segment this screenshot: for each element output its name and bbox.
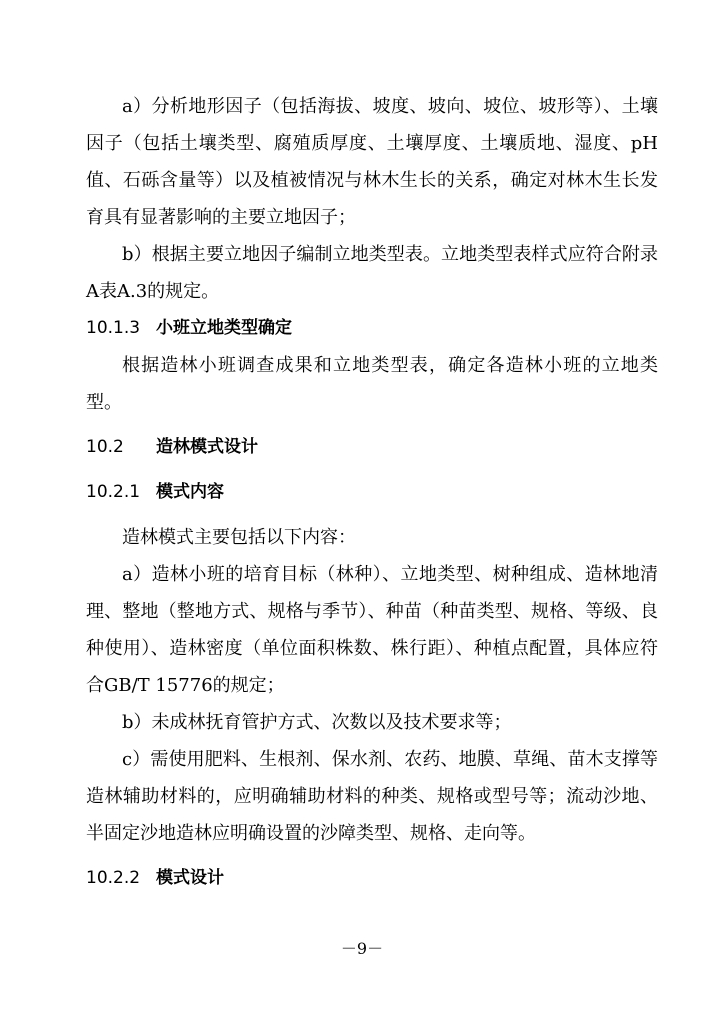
paragraph-10-2-1-a: a）造林小班的培育目标（林种）、立地类型、树种组成、造林地清理、整地（整地方式、规格与季节）、种苗（种苗类型、规格、等级、良种使用）、造林密度（单位面积株数、株行距）、种植点配置，具体应符合GB/T 15776的规定； <box>86 564 658 696</box>
document-page <box>86 88 658 897</box>
section-heading-10-2-2 <box>86 860 658 897</box>
paragraph-a: a）分析地形因子（包括海拔、坡度、坡向、坡位、坡形等）、土壤因子（包括土壤类型、腐殖质厚度、土壤厚度、土壤质地、湿度、pH值、石砾含量等）以及植被情况与林木生长的关系，确定对林木生长发育具有显著影响的主要立地因子； <box>86 96 658 228</box>
section-title: 模式设计 <box>156 868 224 888</box>
paragraph-b: b）根据主要立地因子编制立地类型表。立地类型表样式应符合附录A表A.3的规定。 <box>86 244 658 302</box>
section-number: 10.2 <box>86 437 124 457</box>
section-heading-10-2-1 <box>86 474 658 511</box>
paragraph-10-2-1-intro: 造林模式主要包括以下内容： <box>122 527 356 548</box>
section-number: 10.2.1 <box>86 482 141 502</box>
paragraph-10-2-1-c: c）需使用肥料、生根剂、保水剂、农药、地膜、草绳、苗木支撑等造林辅助材料的，应明确辅助材料的种类、规格或型号等；流动沙地、半固定沙地造林应明确设置的沙障类型、规格、走向等。 <box>86 749 658 844</box>
section-title: 模式内容 <box>156 482 224 502</box>
section-title: 小班立地类型确定 <box>156 318 292 338</box>
paragraph-10-1-3: 根据造林小班调查成果和立地类型表，确定各造林小班的立地类型。 <box>86 355 658 413</box>
section-number: 10.2.2 <box>86 868 141 888</box>
section-heading-10-1-3 <box>86 310 658 347</box>
paragraph-10-2-1-b: b）未成林抚育管护方式、次数以及技术要求等； <box>122 712 512 733</box>
section-heading-10-2 <box>86 429 658 466</box>
page-number: －9－ <box>340 939 384 958</box>
section-number: 10.1.3 <box>86 318 141 338</box>
section-title: 造林模式设计 <box>156 437 258 457</box>
